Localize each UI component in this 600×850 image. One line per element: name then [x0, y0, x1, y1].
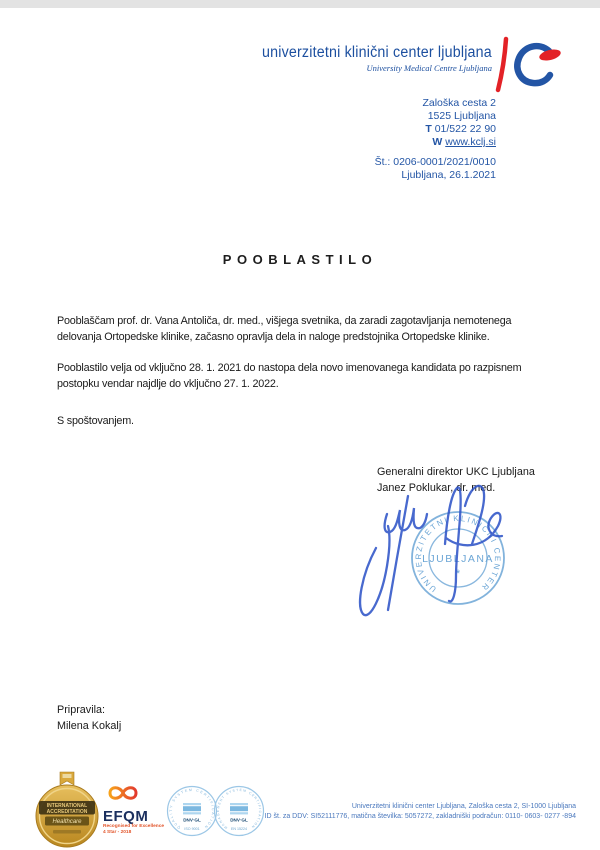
- badge-text-line2: ACCREDITATION: [46, 809, 88, 815]
- letterhead: [242, 44, 492, 73]
- org-name: univerzitetni klinični center ljubljana: [262, 44, 492, 61]
- dnv-bottom-text: EN 15224: [231, 827, 247, 831]
- stamp-ring-text: UNIVERZITETNI KLINIČNI CENTER: [413, 513, 503, 594]
- efqm-subtitle-1: Recognised for Excellence: [103, 824, 165, 829]
- body-paragraph-2: Pooblastilo velja od vključno 28. 1. 2021 do nastopa dela novo imenovanega kandidata po razpisnem postopku vendar najdlje do vključno 27. 1. 2022.: [57, 362, 522, 390]
- dnv-bottom-text: ISO 9001: [184, 827, 200, 831]
- stamp-center-text: LJUBLJANA: [422, 553, 494, 565]
- dnv-center-text: DNV·GL: [183, 817, 201, 823]
- footer-info-line2: ID št. za DDV: SI52111776, matična številka: 5057272, zakladniški podračun: 0110- 0603- 0277 -894: [264, 812, 576, 820]
- document-title: POOBLASTILO: [222, 252, 378, 267]
- address-line: Zaloška cesta 2: [422, 97, 496, 109]
- international-accreditation-badge: [33, 771, 101, 850]
- ukc-kc-logo-icon: [492, 34, 564, 98]
- reference-block: [375, 156, 496, 182]
- prepared-by-block: [57, 703, 121, 734]
- footer-info: [265, 802, 576, 821]
- badge-text-line3: Healthcare: [52, 819, 82, 825]
- prepared-by-label: Pripravila:: [57, 704, 106, 716]
- body-paragraph-1: Pooblaščam prof. dr. Vana Antoliča, dr. med., višjega svetnika, da zaradi zagotavljanja nemotenega delovanja Ortopedske klinike, začasno opravlja dela in naloge predstojnika Ortopedske klinike.: [57, 315, 512, 343]
- place-date: Ljubljana, 26.1.2021: [401, 169, 496, 181]
- handwritten-signature: [350, 474, 525, 624]
- signer-name: Janez Poklukar, dr. med.: [377, 481, 496, 494]
- dnv-ring-text: MANAGEMENT SYSTEM CERTIFICATION: [215, 788, 263, 830]
- dnv-gl-en-badge: [213, 785, 265, 837]
- signer-title: Generalni direktor UKC Ljubljana: [377, 466, 535, 478]
- dnv-ring-text: QUALITY SYSTEM CERTIFICATION: [168, 787, 216, 830]
- footer-info-line1: Univerzitetni klinični center Ljubljana, Zaloška cesta 2, SI-1000 Ljubljana: [351, 803, 576, 810]
- scan-edge-artifact: [0, 0, 600, 8]
- efqm-title: EFQM: [103, 808, 149, 825]
- dnv-center-text: DNV·GL: [230, 817, 248, 823]
- address-line: 1525 Ljubljana: [427, 110, 496, 122]
- closing-line: S spoštovanjem.: [57, 415, 134, 427]
- phone-number: 01/522 22 90: [434, 123, 496, 135]
- phone-label: T: [425, 123, 432, 135]
- stamp-bottom-mark: *: [455, 568, 461, 580]
- dnv-gl-iso-badge: [166, 785, 218, 837]
- badge-text-line1: INTERNATIONAL: [46, 803, 88, 809]
- reference-number: Št.: 0206-0001/2021/0010: [374, 156, 496, 168]
- prepared-by-name: Milena Kokalj: [57, 719, 122, 732]
- website-url: www.kclj.si: [445, 136, 496, 148]
- org-subtitle: University Medical Centre Ljubljana: [366, 63, 492, 73]
- efqm-subtitle-2: 4 Star - 2018: [103, 829, 132, 835]
- phone-line: [422, 123, 496, 136]
- address-block: [422, 97, 496, 149]
- web-line: [422, 136, 496, 149]
- efqm-infinity-icon: [103, 783, 141, 803]
- web-label: W: [432, 136, 443, 148]
- efqm-badge: [103, 783, 175, 835]
